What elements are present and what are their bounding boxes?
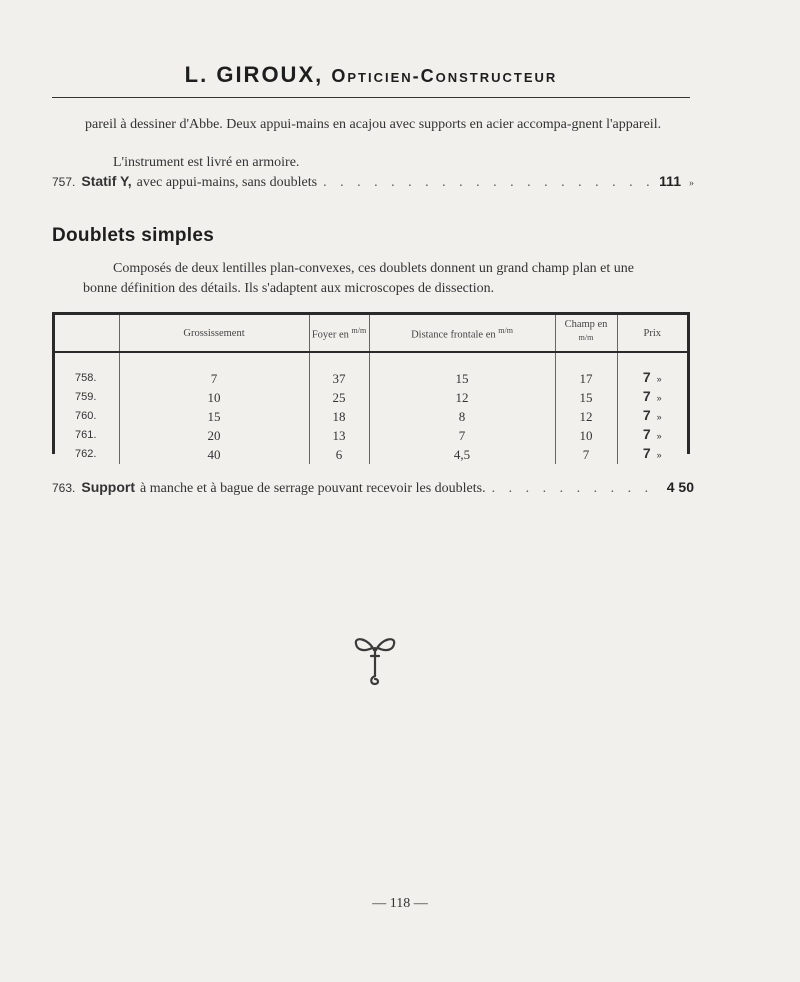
- cell-distance: 7: [369, 426, 555, 445]
- header-ref: [55, 315, 119, 352]
- entry-description: à manche et à bague de serrage pouvant recevoir les doublets.: [140, 481, 486, 496]
- cell-ref: 759.: [75, 391, 97, 403]
- cell-distance: 15: [369, 369, 555, 388]
- intro-note: L'instrument est livré en armoire.: [113, 155, 300, 170]
- header-brand-initial: L. GIROUX,: [184, 62, 324, 87]
- cell-grossissement: 7: [119, 369, 309, 388]
- cell-foyer: 13: [309, 426, 369, 445]
- page-header: [52, 62, 690, 88]
- table-spacer-row: [55, 352, 687, 369]
- header-champ: Champ en $^{m/m}$: [555, 315, 617, 352]
- price-table-frame: [52, 312, 690, 462]
- cell-prix-value: 7: [642, 426, 651, 442]
- floral-ornament-icon: [350, 630, 400, 690]
- cell-distance: 4,5: [369, 445, 555, 464]
- catalog-entry-763: [52, 477, 694, 497]
- section-title: Doublets simples: [52, 225, 215, 246]
- cell-prix: [617, 388, 687, 407]
- cell-ref: 758.: [75, 372, 97, 384]
- cell-prix-suffix: »: [656, 393, 662, 403]
- header-prix: Prix: [617, 315, 687, 352]
- table-row: [55, 445, 687, 464]
- cell-distance: 12: [369, 388, 555, 407]
- cell-grossissement: 15: [119, 407, 309, 426]
- cell-champ: 17: [555, 369, 617, 388]
- page-number: — 118 —: [372, 896, 428, 911]
- header-rule: [52, 97, 690, 98]
- cell-champ: 12: [555, 407, 617, 426]
- cell-grossissement: 10: [119, 388, 309, 407]
- cell-prix-suffix: »: [656, 374, 662, 384]
- header-grossissement: Grossissement: [119, 315, 309, 352]
- cell-grossissement: 20: [119, 426, 309, 445]
- entry-number: 757.: [52, 175, 76, 189]
- table-row: [55, 407, 687, 426]
- cell-champ: 7: [555, 445, 617, 464]
- entry-description: avec appui-mains, sans doublets: [136, 175, 318, 190]
- cell-ref: 760.: [75, 410, 97, 422]
- cell-foyer: 25: [309, 388, 369, 407]
- entry-term: Statif Y,: [81, 173, 132, 189]
- cell-champ: 10: [555, 426, 617, 445]
- table-row: [55, 426, 687, 445]
- entry-price-suffix: »: [689, 178, 694, 189]
- cell-prix-suffix: »: [656, 450, 662, 460]
- cell-prix-suffix: »: [656, 412, 662, 422]
- cell-foyer: 18: [309, 407, 369, 426]
- cell-foyer: 6: [309, 445, 369, 464]
- cell-prix: [617, 369, 687, 388]
- cell-prix-value: 7: [642, 407, 651, 423]
- cell-prix-value: 7: [642, 388, 651, 404]
- cell-prix-value: 7: [642, 369, 651, 385]
- cell-prix: [617, 445, 687, 464]
- cell-prix: [617, 407, 687, 426]
- cell-distance: 8: [369, 407, 555, 426]
- price-table: [55, 315, 687, 464]
- cell-foyer: 37: [309, 369, 369, 388]
- intro-paragraph: pareil à dessiner d'Abbe. Deux appui-mains en acajou avec supports en acier accompa-gnent l'appareil.: [85, 117, 662, 132]
- table-header-row: [55, 315, 687, 352]
- header-foyer: Foyer en $^{m/m}$: [309, 315, 369, 352]
- section-description: Composés de deux lentilles plan-convexes, ces doublets donnent un grand champ plan et une bonne définition des détails. Ils s'adaptent aux microscopes de dissection.: [83, 261, 634, 296]
- cell-prix-value: 7: [642, 445, 651, 461]
- header-brand-rest: Opticien-Constructeur: [331, 66, 558, 86]
- cell-ref: 761.: [75, 429, 97, 441]
- cell-ref: 762.: [75, 448, 97, 460]
- cell-champ: 15: [555, 388, 617, 407]
- leader-dots: [323, 173, 653, 191]
- entry-price: 111: [659, 173, 681, 189]
- entry-number: 763.: [52, 481, 76, 495]
- entry-price: 4 50: [666, 479, 694, 495]
- header-distance: Distance frontale en $^{m/m}$: [369, 315, 555, 352]
- cell-prix-suffix: »: [656, 431, 662, 441]
- leader-dots: [492, 479, 661, 497]
- cell-grossissement: 40: [119, 445, 309, 464]
- cell-prix: [617, 426, 687, 445]
- table-row: [55, 388, 687, 407]
- catalog-entry-757: [52, 171, 694, 191]
- table-row: [55, 369, 687, 388]
- entry-term: Support: [81, 479, 136, 495]
